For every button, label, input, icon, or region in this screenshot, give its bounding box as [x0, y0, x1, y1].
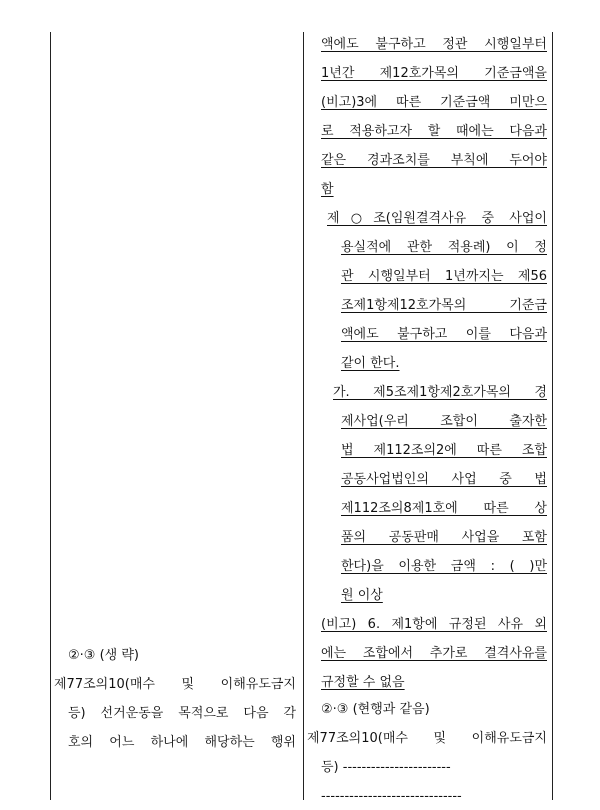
amended-text-line: ②·③ (현행과 같음) — [321, 702, 430, 717]
amended-text-line: 같은 경과조치를 부칙에 두어야 — [321, 153, 547, 168]
amended-text-line: 1년간 제12호가목의 기준금액을 — [321, 66, 547, 81]
amended-text-line: 규정할 수 없음 — [321, 675, 405, 690]
amended-text-line: 한다)을 이용한 금액 : ( )만 — [341, 559, 547, 574]
current-text-line: 제77조의10(매수 및 이해유도금지 — [54, 677, 296, 692]
amended-text-line: 함 — [321, 182, 334, 197]
amended-text-line: ------------------------------ — [321, 789, 462, 804]
current-text-line: 호의 어느 하나에 해당하는 행위 — [68, 735, 296, 750]
column-divider-right — [552, 32, 553, 800]
amended-text-line: (비고) 6. 제1항에 규정된 사유 외 — [321, 617, 547, 632]
amended-text-line: 조제1항제12호가목의 기준금 — [341, 298, 547, 313]
amended-text-line: 제77조의10(매수 및 이해유도금지 — [307, 731, 547, 746]
amended-text-column — [303, 32, 552, 804]
current-text-line: 등) 선거운동을 목적으로 다음 각 — [68, 706, 296, 721]
amended-text-line: 제112조의8제1호에 따른 상 — [341, 501, 547, 516]
amended-text-line: 법 제112조의2에 따른 조합 — [341, 443, 547, 458]
amended-text-line: 제사업(우리 조합이 출자한 — [341, 414, 547, 429]
amended-text-line: 가. 제5조제1항제2호가목의 경 — [333, 385, 547, 400]
amended-text-line: 관 시행일부터 1년까지는 제56 — [341, 269, 547, 284]
amended-text-line: 공동사업법인의 사업 중 법 — [341, 472, 547, 487]
amended-text-line: (비고)3에 따른 기준금액 미만으 — [321, 95, 547, 110]
amended-text-line: 액에도 불구하고 이를 다음과 — [341, 327, 547, 342]
current-text-column — [50, 32, 303, 800]
amended-text-line: 제○조(임원결격사유 중 사업이 — [327, 211, 547, 226]
amended-text-line: 같이 한다. — [341, 356, 400, 371]
current-text-line: ②·③ (생 략) — [68, 648, 139, 663]
amended-text-line: 에는 조합에서 추가로 결격사유를 — [321, 646, 547, 661]
amended-text-line: 액에도 불구하고 정관 시행일부터 — [321, 37, 547, 52]
amended-text-line: 로 적용하고자 할 때에는 다음과 — [321, 124, 547, 139]
amended-text-line: 품의 공동판매 사업을 포함 — [341, 530, 547, 545]
amended-text-line: 원 이상 — [341, 588, 383, 603]
amended-text-line: 등) ----------------------- — [321, 760, 451, 775]
amended-text-line: 용실적에 관한 적용례) 이 정 — [341, 240, 547, 255]
